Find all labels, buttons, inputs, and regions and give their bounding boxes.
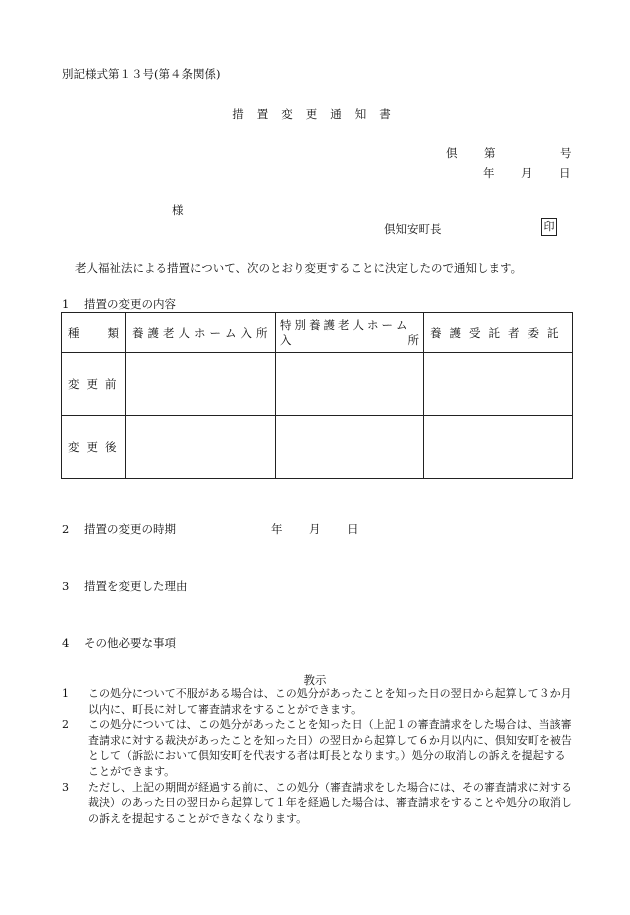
change-day: 日 (347, 522, 359, 536)
instruction-notes (62, 686, 576, 826)
instruction-2-number: 2 (62, 718, 69, 732)
row-before-label: 変更前 (62, 353, 126, 416)
section-1-label: 措置の変更の内容 (84, 297, 176, 311)
header-nursing-home: 養護老人ホーム入所 (126, 313, 276, 353)
header-kind-cell (62, 313, 126, 353)
section-1-number: 1 (62, 297, 70, 311)
cell-before-special (276, 353, 424, 416)
ref-go: 号 (560, 146, 572, 160)
header-special-line2a: 入 (280, 332, 292, 347)
header-special-nursing-home (276, 313, 424, 353)
section-4-number: 4 (62, 636, 70, 650)
instruction-item-1 (62, 686, 576, 717)
header-kind-a: 種 (68, 325, 80, 340)
table-header-row (62, 313, 573, 353)
section-3-label: 措置を変更した理由 (84, 579, 188, 593)
instruction-2-text: この処分については、この処分があったことを知った日（上記１の審査請求をした場合は、当該審査請求に対する裁決があったことを知った日）の翌日から起算して６か月以内に、倶知安町を被告として（訴訟において倶知安町を代表する者は町長となります。）処分の取消しの訴えを提起することができます。 (88, 718, 572, 778)
cell-after-nursing-home (126, 416, 276, 479)
section-1-heading (62, 296, 176, 312)
section-2-label: 措置の変更の時期 (84, 522, 176, 536)
instruction-1-text: この処分について不服がある場合は、この処分があったことを知った日の翌日から起算して３か月以内に、町長に対して審査請求をすることができます。 (88, 687, 572, 716)
instruction-item-2 (62, 717, 576, 779)
date-day: 日 (559, 166, 571, 180)
seal-mark: 印 (541, 218, 557, 236)
section-4-label: その他必要な事項 (84, 636, 176, 650)
ref-dai: 第 (484, 146, 496, 160)
intro-text: 老人福祉法による措置について、次のとおり変更することに決定したので通知します。 (75, 261, 523, 275)
row-after-label: 変更後 (62, 416, 126, 479)
issue-date-line (483, 165, 571, 181)
section-2-heading (62, 521, 176, 537)
section-4-heading (62, 635, 176, 651)
header-special-line1: 特別養護老人ホーム (280, 317, 411, 332)
change-month: 月 (309, 522, 321, 536)
section-2-number: 2 (62, 522, 70, 536)
cell-after-foster (424, 416, 573, 479)
document-title: 措置変更通知書 (232, 107, 404, 121)
ref-prefix: 倶 (446, 146, 458, 160)
measure-change-table (61, 312, 573, 479)
recipient-suffix: 様 (172, 203, 184, 217)
section-3-heading (62, 578, 188, 594)
date-year: 年 (483, 166, 495, 180)
reference-number-line (446, 145, 572, 161)
table-row (62, 416, 573, 479)
date-month: 月 (521, 166, 533, 180)
header-foster-entrustment: 養護受託者委託 (424, 313, 573, 353)
section-3-number: 3 (62, 579, 70, 593)
instruction-1-number: 1 (62, 687, 69, 700)
cell-after-special (276, 416, 424, 479)
cell-before-nursing-home (126, 353, 276, 416)
instruction-title: 教示 (303, 673, 327, 687)
instruction-3-text: ただし、上記の期間が経過する前に、この処分（審査請求をした場合には、その審査請求に対する裁決）のあった日の翌日から起算して１年を経過した場合は、審査請求をすることや処分の取消しの訴えを提起することができなくなります。 (88, 780, 572, 825)
issuer-name: 倶知安町長 (384, 222, 442, 236)
cell-before-foster (424, 353, 573, 416)
instruction-item-3 (62, 780, 576, 827)
change-date-line (271, 521, 359, 537)
header-special-line2b: 所 (407, 332, 419, 347)
instruction-3-number: 3 (62, 780, 69, 794)
table-row (62, 353, 573, 416)
change-year: 年 (271, 522, 283, 536)
header-kind-b: 類 (107, 325, 119, 340)
form-number: 別記様式第１３号(第４条関係) (62, 67, 221, 81)
